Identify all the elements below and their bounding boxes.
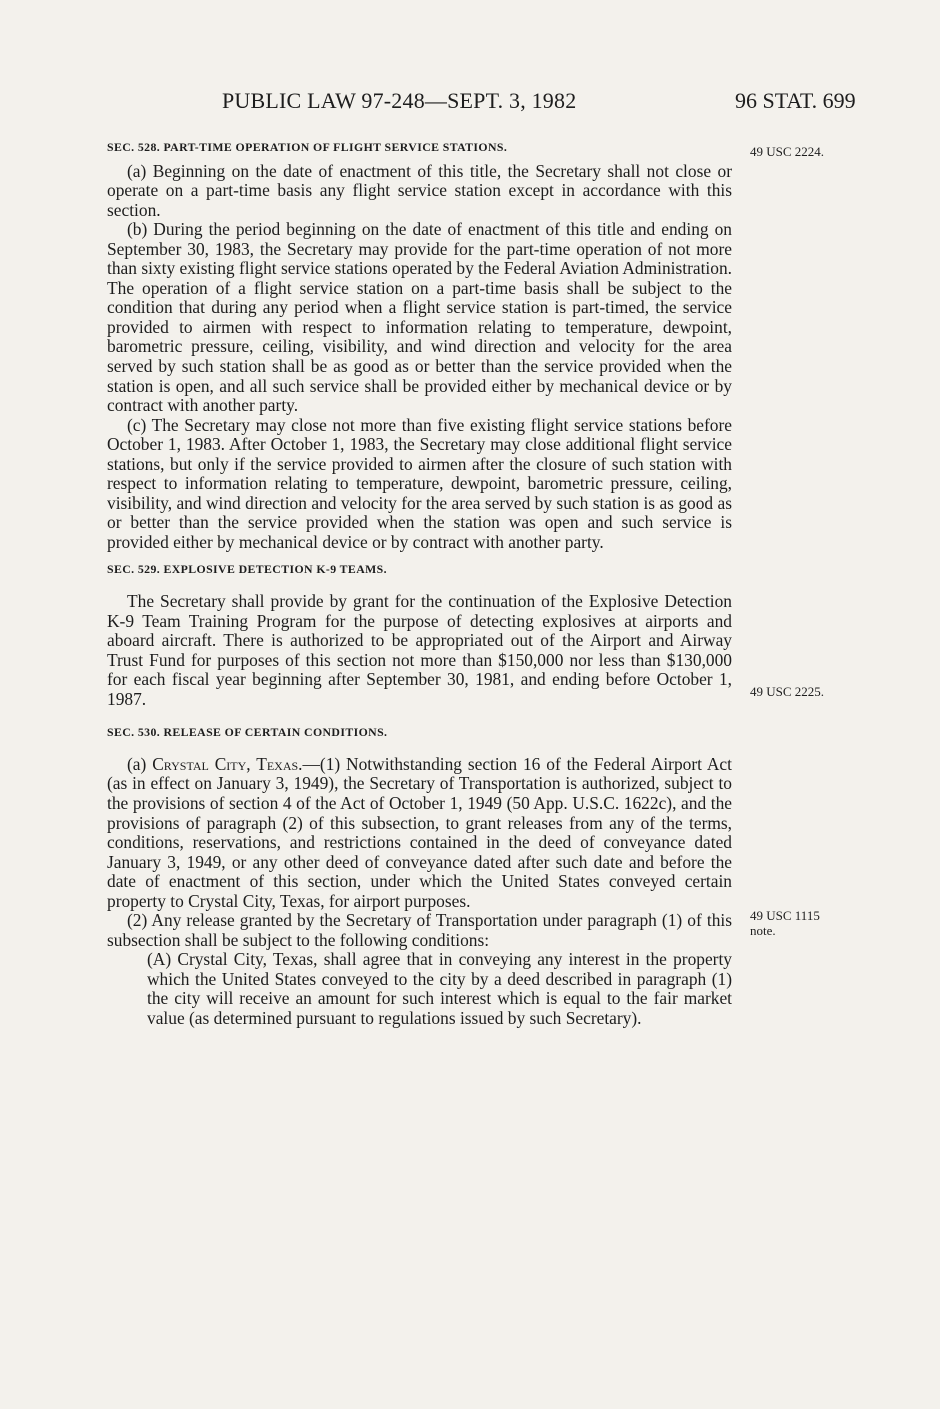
subsection-label-a: (a) <box>127 753 147 774</box>
paragraph-528-a: (a) Beginning on the date of enactment of this title, the Secretary shall not close or operate on a part-time basis any flight service station except in accordance with this section. <box>107 160 732 220</box>
margin-note-sec530-line2: note. <box>750 923 776 938</box>
subsection-caption-crystal-city: Crystal City, Texas. <box>152 753 303 774</box>
paragraph-529: The Secretary shall provide by grant for the continuation of the Explosive Detection K-9 Team Training Program for the purpose of detecting explosives at airports and aboard aircraft. There is authorized to be appropriated out of the Airport and Airway Trust Fund for purposes of this section not more than $150,000 nor less than $130,000 for each fiscal year beginning after September 30, 1981, and ending before October 1, 1987. <box>107 591 732 709</box>
section-heading-529: SEC. 529. EXPLOSIVE DETECTION K-9 TEAMS. <box>107 562 387 577</box>
body-text <box>107 138 732 1029</box>
margin-note-sec528: 49 USC 2224. <box>750 144 825 159</box>
margin-note-sec530 <box>750 908 860 938</box>
margin-note-sec530-line1: 49 USC 1115 <box>750 908 820 923</box>
stat-page-number: 96 STAT. 699 <box>735 88 856 113</box>
margin-note-sec529: 49 USC 2225. <box>750 684 825 699</box>
paragraph-530-a2: (2) Any release granted by the Secretary of Transportation under paragraph (1) of this subsection shall be subject to the following conditions: <box>107 910 732 950</box>
paragraph-530-a <box>107 755 732 911</box>
paragraph-530-a-body: —(1) Notwithstanding section 16 of the Federal Airport Act (as in effect on January 3, 1949), the Secretary of Transportation is authorized, subject to the provisions of section 4 of the Act of October 1, 1949 (50 App. U.S.C. 1622c), and the provisions of paragraph (2) of this subsection, to grant releases from any of the terms, conditions, reservations, and restrictions contained in the deed of conveyance dated January 3, 1949, or any other deed of conveyance dated after such date and before the date of enactment of this section, under which the United States conveyed certain property to Crystal City, Texas, for airport purposes. <box>107 753 732 911</box>
paragraph-530-a2-A-text: (A) Crystal City, Texas, shall agree that in conveying any interest in the property which the United States conveyed to the city by a deed described in paragraph (1) the city will receive an amount for such interest which is equal to the fair market value (as determined pursuant to regulations issued by such Secretary). <box>147 949 732 1028</box>
page-title: PUBLIC LAW 97-248—SEPT. 3, 1982 <box>222 88 577 113</box>
section-heading-530: SEC. 530. RELEASE OF CERTAIN CONDITIONS. <box>107 725 388 740</box>
paragraph-530-a2-A <box>107 950 732 1028</box>
paragraph-528-b: (b) During the period beginning on the date of enactment of this title and ending on September 30, 1983, the Secretary may provide for the part-time operation of not more than sixty existing flight service stations operated by the Federal Aviation Administration. The operation of a flight service station on a part-time basis shall be subject to the condition that during any period when a flight service station is part-timed, the service provided to airmen with respect to information relating to temperature, dewpoint, barometric pressure, ceiling, visibility, and wind direction and velocity for the area served by such station shall be as good as or better than the service provided when the station is open, and all such service shall be provided either by mechanical device or by contract with another party. <box>107 219 732 416</box>
section-heading-528: SEC. 528. PART-TIME OPERATION OF FLIGHT SERVICE STATIONS. <box>107 140 508 154</box>
running-head <box>0 88 940 124</box>
paragraph-528-c: (c) The Secretary may close not more than five existing flight service stations before October 1, 1983. After October 1, 1983, the Secretary may close additional flight service stations, but only if the service provided to airmen after the closure of such station with respect to information relating to temperature, dewpoint, barometric pressure, ceiling, visibility, and wind direction and velocity for the area served by such station is as good as or better than the service provided when the station was open and such service is provided either by mechanical device or by contract with another party. <box>107 414 732 552</box>
